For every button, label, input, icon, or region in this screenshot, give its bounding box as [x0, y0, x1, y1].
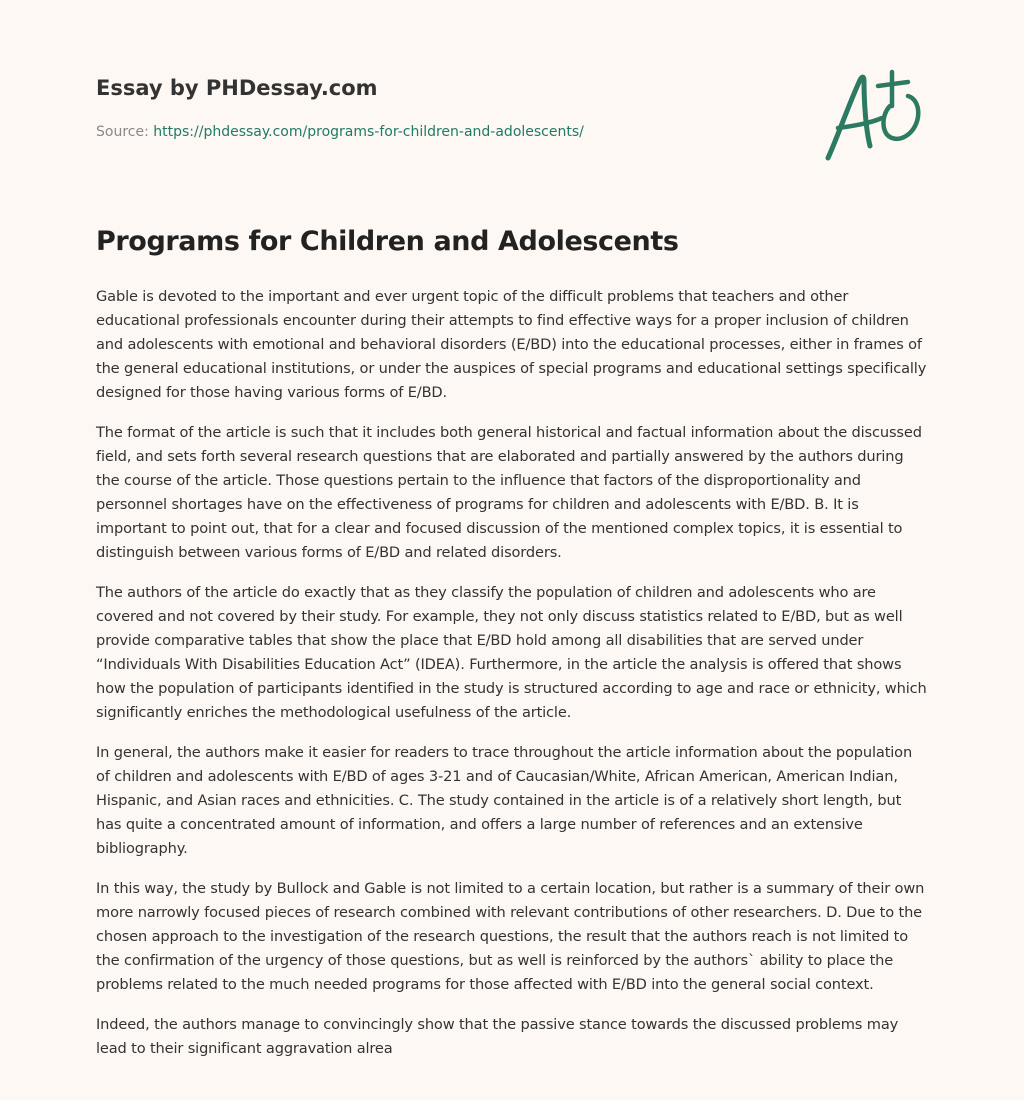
site-brand: Essay by PHDessay.com [96, 76, 378, 100]
a-plus-logo-icon [824, 66, 928, 170]
article-paragraph: The format of the article is such that it includes both general historical and factual information about the discussed field, and sets forth several research questions that are elaborated and partially answered by the authors during the course of the article. Those questions pertain to the influence that factors of the disproportionality and personnel shortages have on the effectiveness of programs for children and adolescents with E/BD. B. It is important to point out, that for a clear and focused discussion of the mentioned complex topics, it is essential to distinguish between various forms of E/BD and related disorders. [96, 424, 922, 561]
article-paragraph: In this way, the study by Bullock and Gable is not limited to a certain location, but rather is a summary of their own more narrowly focused pieces of research combined with relevant contributions of other researchers. D. Due to the chosen approach to the investigation of the research questions, the result that the authors reach is not limited to the confirmation of the urgency of those questions, but as well is reinforced by the authors` ability to place the problems related to the much needed programs for those affected with E/BD into the general social context. [96, 880, 925, 993]
article-title: Programs for Children and Adolescents [96, 226, 679, 257]
article-body [96, 285, 928, 1077]
article-paragraph: The authors of the article do exactly that as they classify the population of children and adolescents who are covered and not covered by their study. For example, they not only discuss statistics related to E/BD, but as well provide comparative tables that show the place that E/BD hold among all disabilities that are served under “Individuals With Disabilities Education Act” (IDEA). Furthermore, in the article the analysis is offered that shows how the population of participants identified in the study is structured according to age and race or ethnicity, which significantly enriches the methodological usefulness of the article. [96, 584, 927, 721]
article-paragraph: Gable is devoted to the important and ever urgent topic of the difficult problems that teachers and other educational professionals encounter during their attempts to find effective ways for a proper inclusion of children and adolescents with emotional and behavioral disorders (E/BD) into the educational processes, either in frames of the general educational institutions, or under the auspices of special programs and educational settings specifically designed for those having various forms of E/BD. [96, 288, 927, 401]
article-paragraph: Indeed, the authors manage to convincingly show that the passive stance towards the discussed problems may lead to their significant aggravation alrea [96, 1016, 899, 1057]
article-paragraph: In general, the authors make it easier for readers to trace throughout the article information about the population of children and adolescents with E/BD of ages 3-21 and of Caucasian/White, African American, American Indian, Hispanic, and Asian races and ethnicities. C. The study contained in the article is of a relatively short length, but has quite a concentrated amount of information, and offers a large number of references and an extensive bibliography. [96, 744, 913, 857]
source-line [96, 124, 584, 140]
source-label: Source: [96, 124, 149, 140]
source-link[interactable]: https://phdessay.com/programs-for-children-and-adolescents/ [153, 124, 584, 140]
